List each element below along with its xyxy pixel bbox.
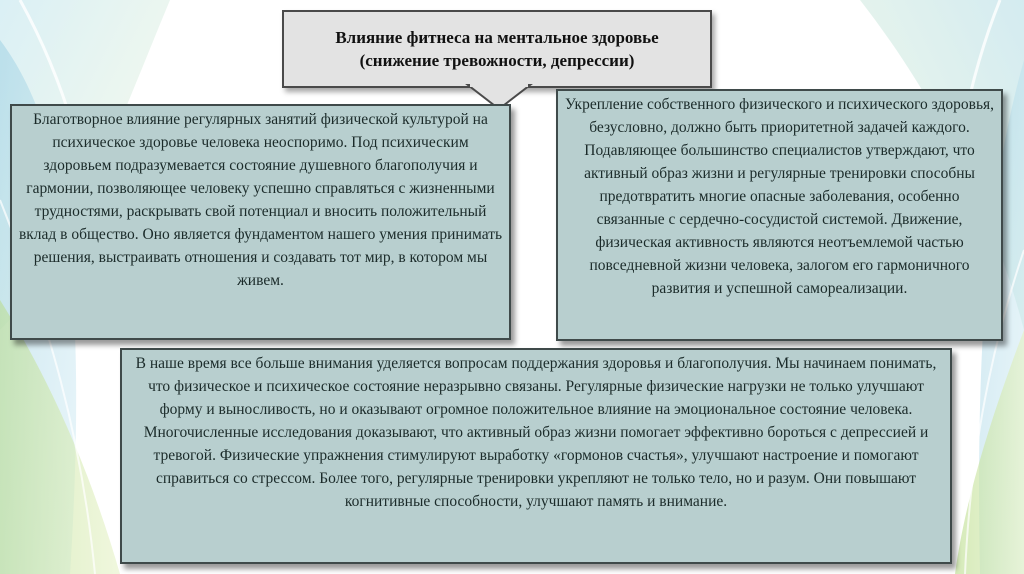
bottom-panel-text: В наше время все больше внимания уделяется вопросам поддержания здоровья и благополучия. Мы начинаем понимать, что физическое и психическое состояние неразрывно связаны. Регулярные физические нагрузки не только улучшают форму и выносливость, но и оказывают огромное положительное влияние на эмоциональное состояние человека. Многочисленные исследования доказывают, что активный образ жизни помогает эффективно бороться с депрессией и тревогой. Физические упражнения стимулируют выработку «гормонов счастья», улучшают настроение и помогают справиться со стрессом. Более того, регулярные тренировки укрепляют не только тело, но и разум. Они повышают когнитивные способности, улучшают память и внимание. xyxy=(135,355,937,510)
left-text-panel xyxy=(10,104,511,340)
right-panel-text: Укрепление собственного физического и психического здоровья, безусловно, должно быть приоритетной задачей каждого. Подавляющее большинство специалистов утверждают, что активный образ жизни и регулярные тренировки способны предотвратить многие опасные заболевания, особенно связанные с сердечно-сосудистой системой. Движение, физическая активность являются неотъемлемой частью повседневной жизни человека, залогом его гармоничного развития и успешной самореализации. xyxy=(564,96,995,297)
title-box xyxy=(282,10,712,88)
page-title: Влияние фитнеса на ментальное здоровье (снижение тревожности, депрессии) xyxy=(335,28,659,70)
bottom-text-panel xyxy=(120,348,952,564)
left-panel-text: Благотворное влияние регулярных занятий физической культурой на психическое здоровье человека неоспоримо. Под психическим здоровьем подразумевается состояние душевного благополучия и гармонии, позволяющее человеку успешно справляться с жизненными трудностями, раскрывать свой потенциал и вносить положительный вклад в общество. Оно является фундаментом нашего умения принимать решения, выстраивать отношения и создавать тот мир, в котором мы живем. xyxy=(18,111,503,289)
right-text-panel xyxy=(556,89,1003,341)
